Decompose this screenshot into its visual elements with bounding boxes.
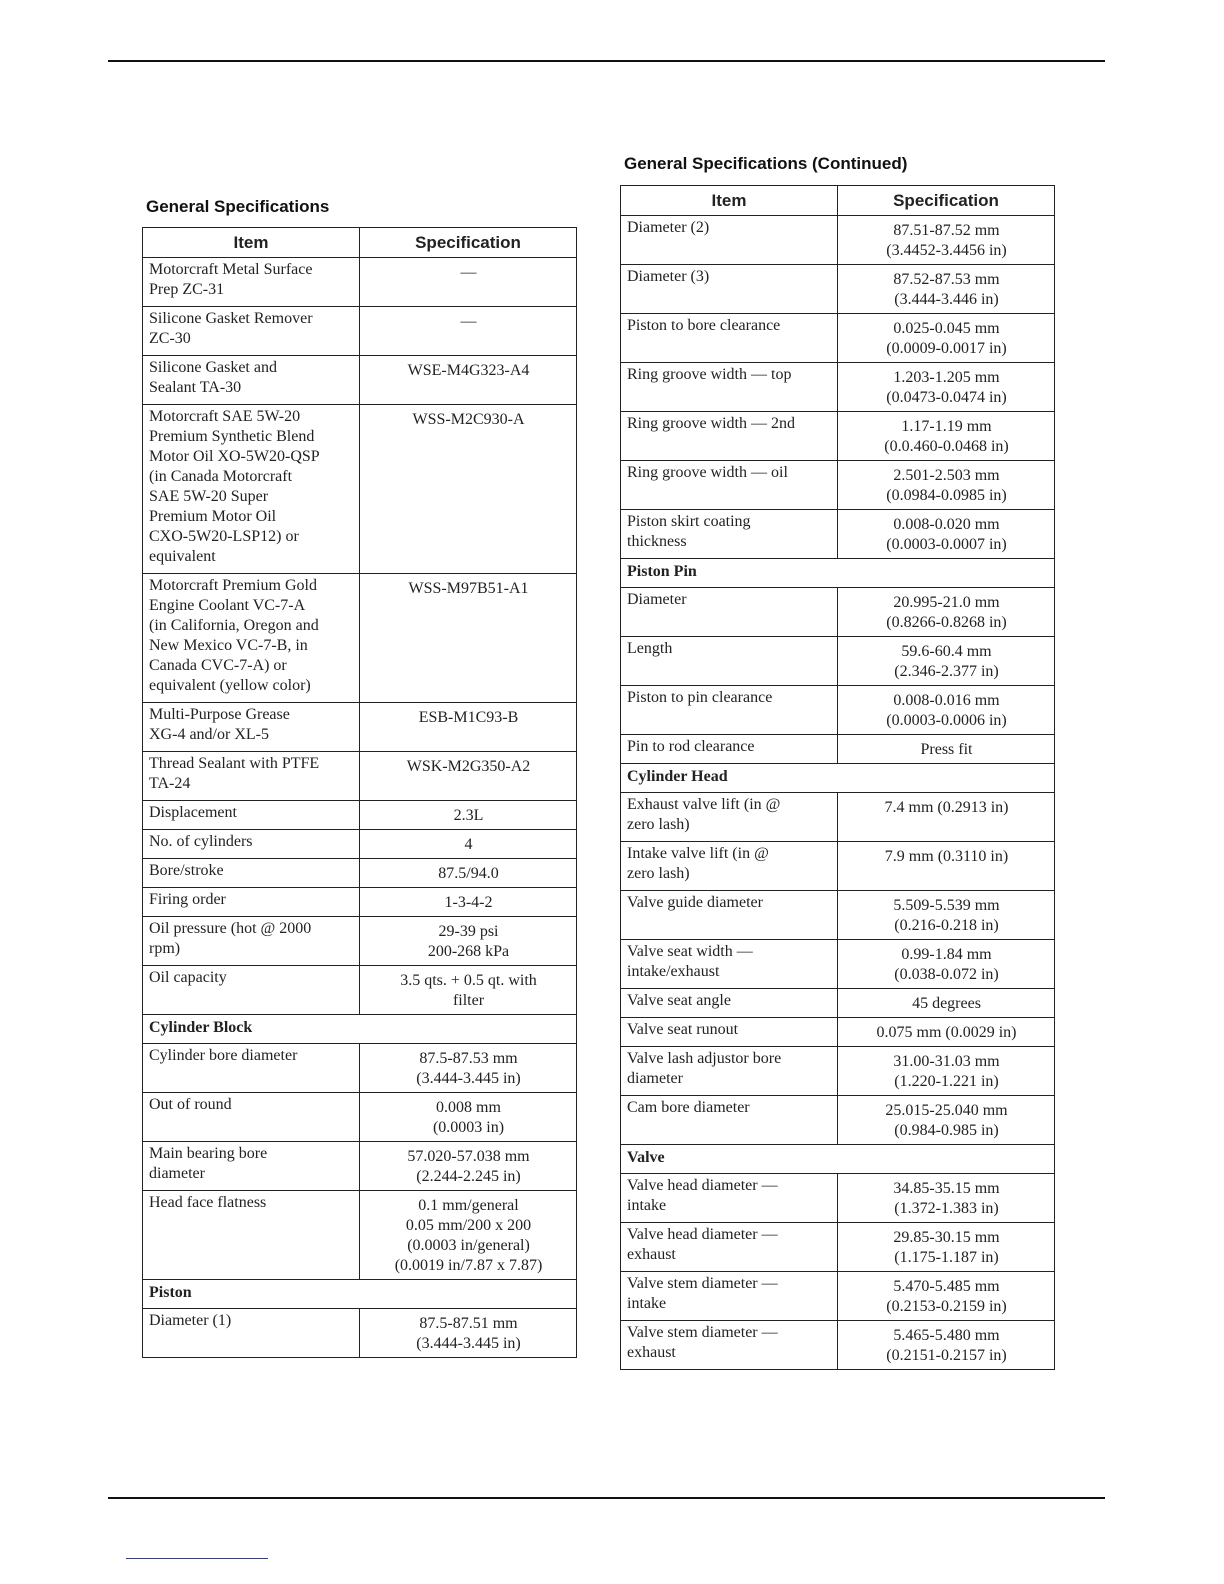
table-row	[621, 1096, 1055, 1145]
specification-cell: 5.509-5.539 mm (0.216-0.218 in)	[838, 891, 1055, 940]
item-cell: Valve guide diameter	[621, 891, 838, 940]
item-cell: Valve head diameter — intake	[621, 1174, 838, 1223]
section-label: Piston Pin	[621, 559, 1055, 588]
item-cell: Valve seat width — intake/exhaust	[621, 940, 838, 989]
table-row	[143, 1191, 577, 1280]
table-row	[143, 405, 577, 574]
table-row	[621, 412, 1055, 461]
specification-cell: 0.075 mm (0.0029 in)	[838, 1018, 1055, 1047]
item-cell: Piston skirt coating thickness	[621, 510, 838, 559]
table-row	[143, 703, 577, 752]
header-row	[143, 228, 577, 258]
item-cell: Valve head diameter — exhaust	[621, 1223, 838, 1272]
table-row	[621, 265, 1055, 314]
table-row	[621, 1223, 1055, 1272]
table-row	[621, 461, 1055, 510]
item-cell: Motorcraft Premium Gold Engine Coolant VC-7-A (in California, Oregon and New Mexico VC-7-B, in Canada CVC-7-A) or equivalent (yellow color)	[143, 574, 360, 703]
specification-cell: —	[360, 258, 577, 307]
table-row	[143, 574, 577, 703]
table-row	[621, 940, 1055, 989]
specification-cell: 0.1 mm/general 0.05 mm/200 x 200 (0.0003 in/general) (0.0019 in/7.87 x 7.87)	[360, 1191, 577, 1280]
general-specifications-continued-table	[620, 185, 1055, 1370]
item-cell: Out of round	[143, 1093, 360, 1142]
specification-cell: 20.995-21.0 mm (0.8266-0.8268 in)	[838, 588, 1055, 637]
general-specifications-table	[142, 227, 577, 1358]
table-row	[143, 1093, 577, 1142]
table-row	[621, 216, 1055, 265]
table-row	[621, 793, 1055, 842]
specification-cell: 25.015-25.040 mm (0.984-0.985 in)	[838, 1096, 1055, 1145]
table-row	[143, 966, 577, 1015]
item-cell: Oil capacity	[143, 966, 360, 1015]
item-cell: Piston to bore clearance	[621, 314, 838, 363]
item-cell: Cylinder bore diameter	[143, 1044, 360, 1093]
table-row	[143, 830, 577, 859]
table-row	[143, 356, 577, 405]
table-row	[143, 888, 577, 917]
item-cell: Exhaust valve lift (in @ zero lash)	[621, 793, 838, 842]
table-row	[143, 859, 577, 888]
table-row	[621, 735, 1055, 764]
specification-cell: —	[360, 307, 577, 356]
specification-cell: 45 degrees	[838, 989, 1055, 1018]
specification-cell: 57.020-57.038 mm (2.244-2.245 in)	[360, 1142, 577, 1191]
section-label: Piston	[143, 1280, 577, 1309]
item-cell: Bore/stroke	[143, 859, 360, 888]
specification-cell: 87.52-87.53 mm (3.444-3.446 in)	[838, 265, 1055, 314]
specification-cell: 87.51-87.52 mm (3.4452-3.4456 in)	[838, 216, 1055, 265]
section-header-row	[621, 559, 1055, 588]
table-row	[621, 314, 1055, 363]
table-row	[143, 258, 577, 307]
item-cell: Valve stem diameter — intake	[621, 1272, 838, 1321]
item-cell: Cam bore diameter	[621, 1096, 838, 1145]
specification-cell: 7.4 mm (0.2913 in)	[838, 793, 1055, 842]
specification-cell: 87.5-87.51 mm (3.444-3.445 in)	[360, 1309, 577, 1358]
specification-column-header: Specification	[360, 228, 577, 258]
table-row	[621, 1047, 1055, 1096]
item-cell: Intake valve lift (in @ zero lash)	[621, 842, 838, 891]
item-cell: Silicone Gasket and Sealant TA-30	[143, 356, 360, 405]
table-row	[621, 1272, 1055, 1321]
item-cell: Motorcraft SAE 5W-20 Premium Synthetic Blend Motor Oil XO-5W20-QSP (in Canada Motorcraft SAE 5W-20 Super Premium Motor Oil CXO-5W20-LSP12) or equivalent	[143, 405, 360, 574]
section-label: Valve	[621, 1145, 1055, 1174]
item-cell: Thread Sealant with PTFE TA-24	[143, 752, 360, 801]
specification-cell: 59.6-60.4 mm (2.346-2.377 in)	[838, 637, 1055, 686]
section-label: Cylinder Block	[143, 1015, 577, 1044]
specification-cell: 0.99-1.84 mm (0.038-0.072 in)	[838, 940, 1055, 989]
section-header-row	[621, 764, 1055, 793]
table-row	[621, 1174, 1055, 1223]
specification-cell: 1.17-1.19 mm (0.0.460-0.0468 in)	[838, 412, 1055, 461]
table-row	[621, 842, 1055, 891]
footer-rule	[108, 1497, 1105, 1499]
item-cell: Pin to rod clearance	[621, 735, 838, 764]
item-cell: Piston to pin clearance	[621, 686, 838, 735]
table-row	[143, 1142, 577, 1191]
section-label: Cylinder Head	[621, 764, 1055, 793]
specification-cell: 2.3L	[360, 801, 577, 830]
table-row	[143, 1044, 577, 1093]
specification-cell: 34.85-35.15 mm (1.372-1.383 in)	[838, 1174, 1055, 1223]
item-cell: Valve seat runout	[621, 1018, 838, 1047]
header-row	[621, 186, 1055, 216]
table-row	[621, 1321, 1055, 1370]
item-column-header: Item	[621, 186, 838, 216]
item-cell: Valve seat angle	[621, 989, 838, 1018]
table-row	[143, 917, 577, 966]
specification-cell: 4	[360, 830, 577, 859]
item-cell: Main bearing bore diameter	[143, 1142, 360, 1191]
section-header-row	[143, 1015, 577, 1044]
item-cell: Head face flatness	[143, 1191, 360, 1280]
item-cell: Diameter (1)	[143, 1309, 360, 1358]
specification-cell: 87.5-87.53 mm (3.444-3.445 in)	[360, 1044, 577, 1093]
specification-cell: WSE-M4G323-A4	[360, 356, 577, 405]
specification-cell: 87.5/94.0	[360, 859, 577, 888]
specification-cell: Press fit	[838, 735, 1055, 764]
footer-link-underline	[126, 1558, 268, 1559]
specification-cell: WSS-M97B51-A1	[360, 574, 577, 703]
item-cell: Length	[621, 637, 838, 686]
item-cell: Motorcraft Metal Surface Prep ZC-31	[143, 258, 360, 307]
left-table-heading: General Specifications	[146, 197, 330, 216]
item-cell: Diameter (2)	[621, 216, 838, 265]
specification-column-header: Specification	[838, 186, 1055, 216]
specification-cell: 5.465-5.480 mm (0.2151-0.2157 in)	[838, 1321, 1055, 1370]
specification-cell: 29.85-30.15 mm (1.175-1.187 in)	[838, 1223, 1055, 1272]
specification-cell: WSK-M2G350-A2	[360, 752, 577, 801]
specification-cell: 2.501-2.503 mm (0.0984-0.0985 in)	[838, 461, 1055, 510]
table-row	[143, 1309, 577, 1358]
section-header-row	[143, 1280, 577, 1309]
table-row	[621, 588, 1055, 637]
item-cell: Diameter	[621, 588, 838, 637]
specification-cell: 0.008-0.020 mm (0.0003-0.0007 in)	[838, 510, 1055, 559]
item-cell: Oil pressure (hot @ 2000 rpm)	[143, 917, 360, 966]
item-cell: Valve lash adjustor bore diameter	[621, 1047, 838, 1096]
specification-cell: 1.203-1.205 mm (0.0473-0.0474 in)	[838, 363, 1055, 412]
item-cell: Valve stem diameter — exhaust	[621, 1321, 838, 1370]
item-column-header: Item	[143, 228, 360, 258]
specification-cell: 31.00-31.03 mm (1.220-1.221 in)	[838, 1047, 1055, 1096]
item-cell: No. of cylinders	[143, 830, 360, 859]
table-row	[621, 363, 1055, 412]
specification-cell: 7.9 mm (0.3110 in)	[838, 842, 1055, 891]
item-cell: Firing order	[143, 888, 360, 917]
table-row	[621, 637, 1055, 686]
table-row	[143, 801, 577, 830]
specification-cell: ESB-M1C93-B	[360, 703, 577, 752]
specification-cell: 5.470-5.485 mm (0.2153-0.2159 in)	[838, 1272, 1055, 1321]
item-cell: Ring groove width — 2nd	[621, 412, 838, 461]
right-table-heading: General Specifications (Continued)	[624, 154, 908, 173]
table-row	[621, 510, 1055, 559]
specification-cell: 0.025-0.045 mm (0.0009-0.0017 in)	[838, 314, 1055, 363]
specification-cell: 1-3-4-2	[360, 888, 577, 917]
table-row	[621, 989, 1055, 1018]
item-cell: Displacement	[143, 801, 360, 830]
table-row	[621, 1018, 1055, 1047]
specification-cell: WSS-M2C930-A	[360, 405, 577, 574]
table-row	[143, 307, 577, 356]
table-row	[143, 752, 577, 801]
specification-cell: 0.008 mm (0.0003 in)	[360, 1093, 577, 1142]
section-header-row	[621, 1145, 1055, 1174]
table-row	[621, 891, 1055, 940]
header-rule	[108, 60, 1105, 62]
table-row	[621, 686, 1055, 735]
item-cell: Multi-Purpose Grease XG-4 and/or XL-5	[143, 703, 360, 752]
specification-cell: 3.5 qts. + 0.5 qt. with filter	[360, 966, 577, 1015]
specification-cell: 29-39 psi 200-268 kPa	[360, 917, 577, 966]
item-cell: Ring groove width — top	[621, 363, 838, 412]
item-cell: Silicone Gasket Remover ZC-30	[143, 307, 360, 356]
specification-cell: 0.008-0.016 mm (0.0003-0.0006 in)	[838, 686, 1055, 735]
item-cell: Diameter (3)	[621, 265, 838, 314]
item-cell: Ring groove width — oil	[621, 461, 838, 510]
